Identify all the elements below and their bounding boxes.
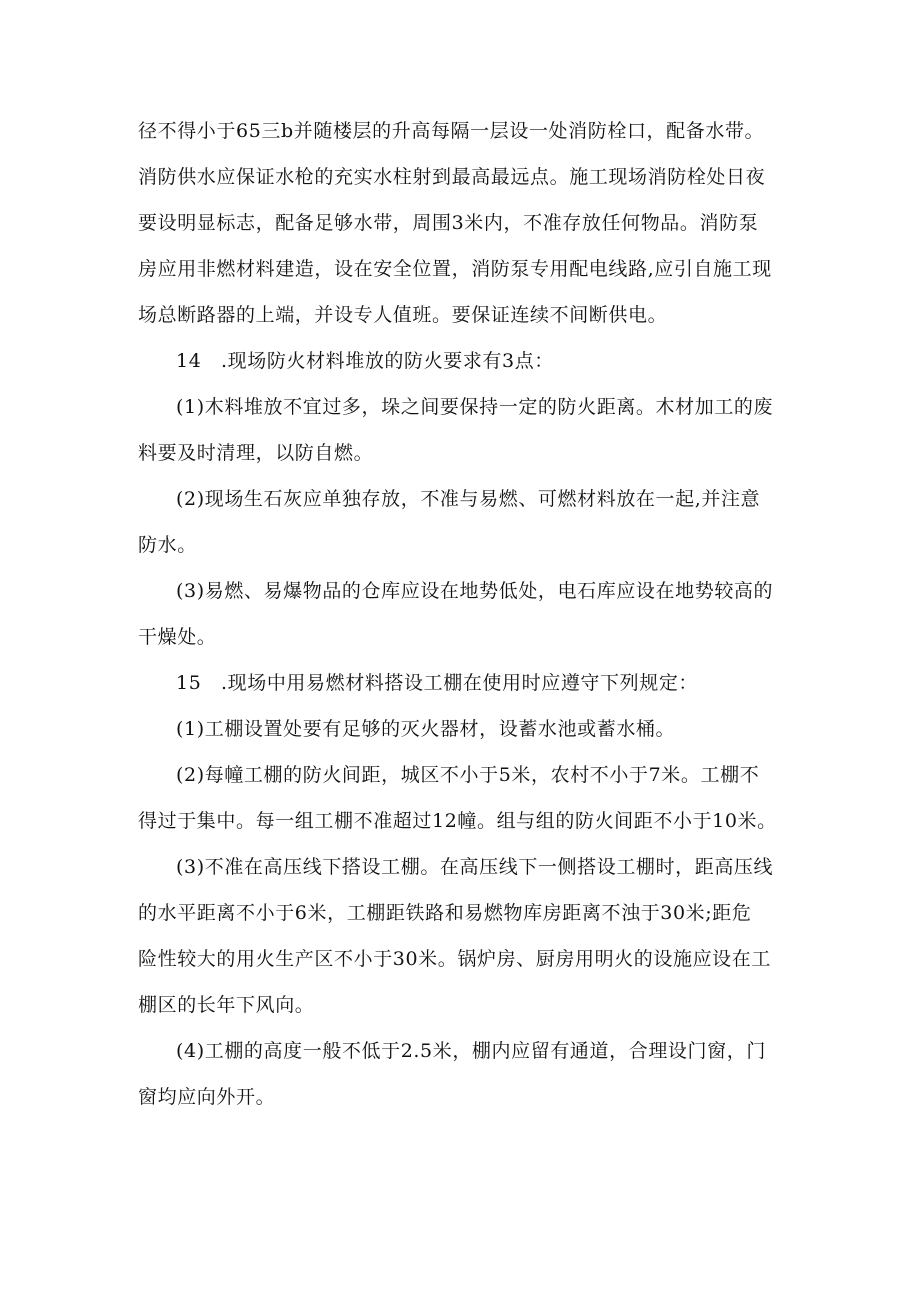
list-item-15-3-line-4: 棚区的长年下风向。 [138,994,315,1016]
document-body [138,108,788,1120]
text-line-5: 场总断路器的上端，并设专人值班。要保证连续不间断供电。 [138,304,668,326]
list-item-15-2-line-2: 得过于集中。每一组工棚不准超过12幢。组与组的防火间距不小于10米。 [138,810,777,832]
list-item-14-1-line-1: (1)木料堆放不宜过多，垛之间要保持一定的防火距离。木材加工的废 [176,396,774,418]
list-item-14-1-line-2: 料要及时清理，以防自燃。 [138,442,374,464]
list-item-14-3-line-1: (3)易燃、易爆物品的仓库应设在地势低处，电石库应设在地势较高的 [176,580,774,602]
section-heading-15: 15 .现场中用易燃材料搭设工棚在使用时应遵守下列规定： [176,672,699,694]
list-item-15-1: (1)工棚设置处要有足够的灭火器材，设蓄水池或蓄水桶。 [176,718,676,740]
list-item-15-2-line-1: (2)每幢工棚的防火间距，城区不小于5米，农村不小于7米。工棚不 [176,764,760,786]
section-heading-14: 14 .现场防火材料堆放的防火要求有3点： [176,350,554,372]
list-item-15-4-line-1: (4)工棚的高度一般不低于2.5米，棚内应留有通道，合理设门窗，门 [176,1040,766,1062]
list-item-15-3-line-2: 的水平距离不小于6米，工棚距铁路和易燃物库房距离不浊于30米;距危 [138,902,752,924]
text-line-4: 房应用非燃材料建造，设在安全位置，消防泵专用配电线路,应引自施工现 [138,258,772,280]
list-item-14-2-line-2: 防水。 [138,534,197,556]
list-item-15-3-line-3: 险性较大的用火生产区不小于30米。锅炉房、厨房用明火的设施应设在工 [138,948,771,970]
list-item-15-4-line-2: 窗均应向外开。 [138,1086,276,1108]
text-line-3: 要设明显标志，配备足够水带，周围3米内，不准存放任何物品。消防泵 [138,212,759,234]
list-item-15-3-line-1: (3)不准在高压线下搭设工棚。在高压线下一侧搭设工棚时，距高压线 [176,856,774,878]
text-line-1: 径不得小于65三b并随楼层的升高每隔一层设一处消防栓口，配备水带。 [138,120,765,142]
text-line-2: 消防供水应保证水枪的充实水柱射到最高最远点。施工现场消防栓处日夜 [138,166,766,188]
list-item-14-2-line-1: (2)现场生石灰应单独存放，不准与易燃、可燃材料放在一起,并注意 [176,488,761,510]
list-item-14-3-line-2: 干燥处。 [138,626,217,648]
